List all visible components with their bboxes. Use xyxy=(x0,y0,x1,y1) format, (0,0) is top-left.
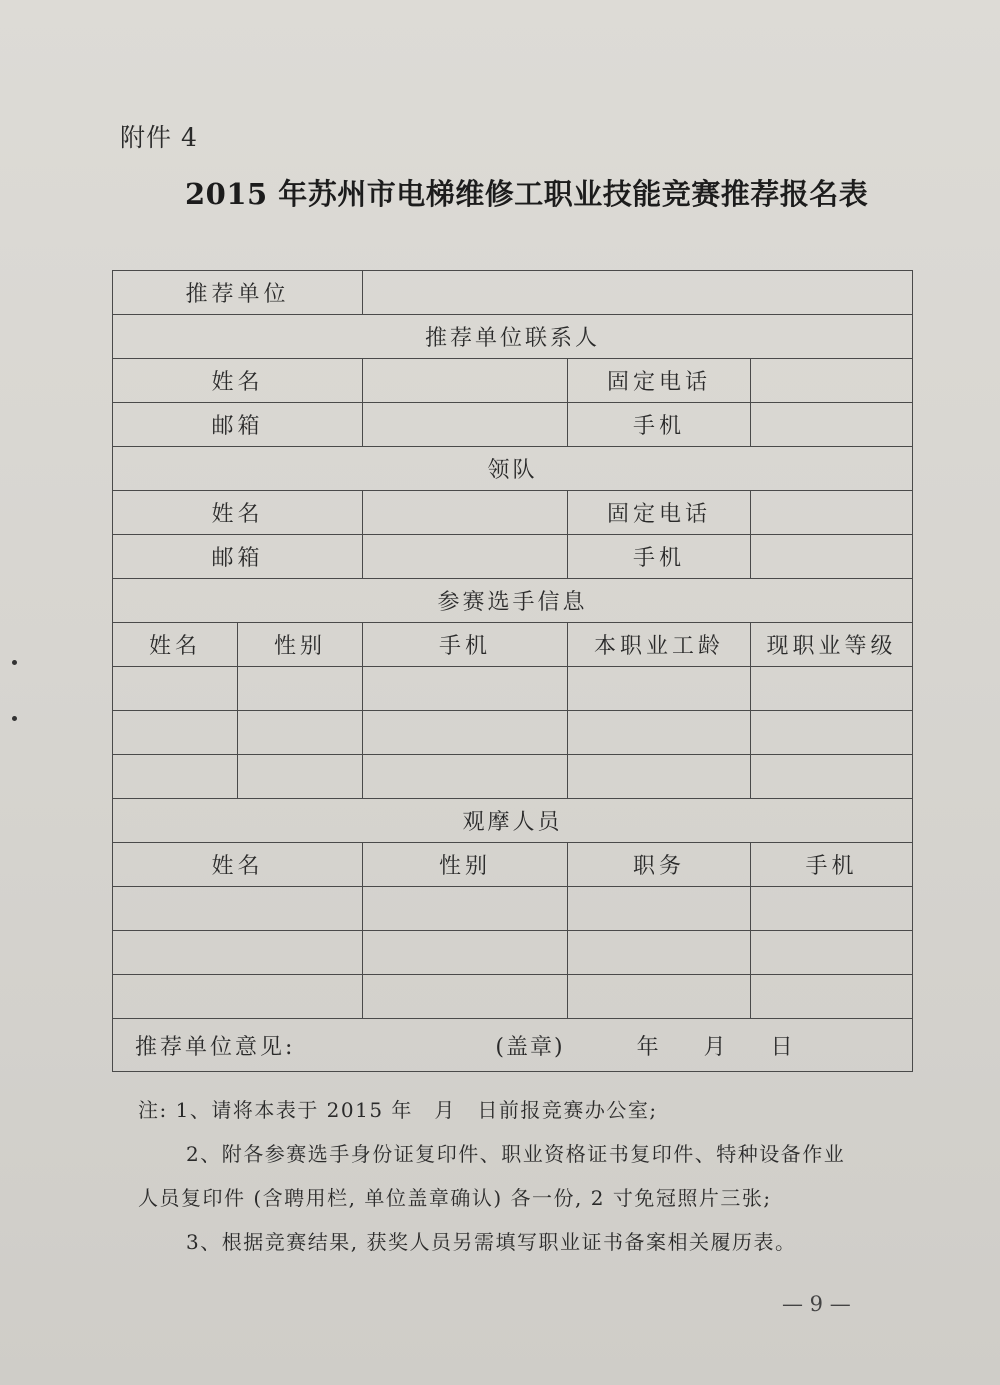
observer-cell[interactable] xyxy=(113,975,363,1019)
binding-hole-mark xyxy=(12,660,17,665)
contestant-row xyxy=(113,755,913,799)
binding-hole-mark xyxy=(12,716,17,721)
recommending-unit-row xyxy=(113,271,913,315)
leader-row-1 xyxy=(113,491,913,535)
leader-landline-label: 固定电话 xyxy=(568,491,751,535)
leader-section-header: 领队 xyxy=(113,447,913,491)
observer-header-row xyxy=(113,843,913,887)
contestant-cell[interactable] xyxy=(568,711,751,755)
observer-cell[interactable] xyxy=(751,931,913,975)
observer-header-name: 姓名 xyxy=(113,843,363,887)
page-number: — 9 — xyxy=(782,1292,851,1316)
observer-cell[interactable] xyxy=(113,887,363,931)
contestant-header-years: 本职业工龄 xyxy=(568,623,751,667)
contestant-header-row xyxy=(113,623,913,667)
contestant-cell[interactable] xyxy=(751,667,913,711)
contact-name-label: 姓名 xyxy=(113,359,363,403)
contact-section-header: 推荐单位联系人 xyxy=(113,315,913,359)
contestant-header-name: 姓名 xyxy=(113,623,238,667)
leader-name-field[interactable] xyxy=(363,491,568,535)
registration-form-table xyxy=(112,270,913,1072)
observer-row xyxy=(113,975,913,1019)
contestant-cell[interactable] xyxy=(751,755,913,799)
date-month: 月 xyxy=(703,1034,726,1060)
opinion-row xyxy=(113,1019,913,1072)
observer-row xyxy=(113,887,913,931)
observer-cell[interactable] xyxy=(568,975,751,1019)
contact-landline-field[interactable] xyxy=(751,359,913,403)
opinion-label: 推荐单位意见: xyxy=(135,1034,296,1060)
seal-label: (盖章) xyxy=(495,1034,565,1060)
leader-email-label: 邮箱 xyxy=(113,535,363,579)
contact-email-label: 邮箱 xyxy=(113,403,363,447)
date-line xyxy=(637,1030,831,1061)
contestant-row xyxy=(113,711,913,755)
recommending-unit-label: 推荐单位 xyxy=(113,271,363,315)
note-line-2: 2、附各参赛选手身份证复印件、职业资格证书复印件、特种设备作业 xyxy=(186,1142,846,1166)
observer-row xyxy=(113,931,913,975)
observer-cell[interactable] xyxy=(568,887,751,931)
opinion-cell[interactable] xyxy=(113,1019,913,1072)
contestant-cell[interactable] xyxy=(238,755,363,799)
contestant-cell[interactable] xyxy=(363,755,568,799)
contestant-cell[interactable] xyxy=(113,711,238,755)
observer-section-header: 观摩人员 xyxy=(113,799,913,843)
attachment-label: 附件 4 xyxy=(120,123,198,152)
observer-cell[interactable] xyxy=(751,887,913,931)
contestant-cell[interactable] xyxy=(568,755,751,799)
contestant-section-header: 参赛选手信息 xyxy=(113,579,913,623)
contestant-cell[interactable] xyxy=(113,667,238,711)
date-year: 年 xyxy=(636,1034,659,1060)
date-day: 日 xyxy=(770,1034,793,1060)
contact-mobile-field[interactable] xyxy=(751,403,913,447)
note-line-3: 人员复印件 (含聘用栏, 单位盖章确认) 各一份, 2 寸免冠照片三张; xyxy=(138,1186,772,1210)
observer-cell[interactable] xyxy=(751,975,913,1019)
contact-row-1 xyxy=(113,359,913,403)
leader-email-field[interactable] xyxy=(363,535,568,579)
observer-cell[interactable] xyxy=(363,931,568,975)
observer-header-mobile: 手机 xyxy=(751,843,913,887)
observer-header-position: 职务 xyxy=(568,843,751,887)
leader-mobile-field[interactable] xyxy=(751,535,913,579)
document-title: 2015 年苏州市电梯维修工职业技能竞赛推荐报名表 xyxy=(185,177,869,211)
observer-cell[interactable] xyxy=(363,975,568,1019)
observer-cell[interactable] xyxy=(568,931,751,975)
observer-cell[interactable] xyxy=(363,887,568,931)
observer-header-gender: 性别 xyxy=(363,843,568,887)
contestant-cell[interactable] xyxy=(568,667,751,711)
contact-landline-label: 固定电话 xyxy=(568,359,751,403)
contact-mobile-label: 手机 xyxy=(568,403,751,447)
contestant-header-gender: 性别 xyxy=(238,623,363,667)
contestant-cell[interactable] xyxy=(363,711,568,755)
contestant-cell[interactable] xyxy=(363,667,568,711)
contestant-header-mobile: 手机 xyxy=(363,623,568,667)
observer-cell[interactable] xyxy=(113,931,363,975)
leader-landline-field[interactable] xyxy=(751,491,913,535)
leader-row-2 xyxy=(113,535,913,579)
contestant-cell[interactable] xyxy=(113,755,238,799)
contestant-row xyxy=(113,667,913,711)
note-line-4: 3、根据竞赛结果, 获奖人员另需填写职业证书备案相关履历表。 xyxy=(186,1230,797,1254)
contact-email-field[interactable] xyxy=(363,403,568,447)
contestant-cell[interactable] xyxy=(751,711,913,755)
contestant-cell[interactable] xyxy=(238,711,363,755)
recommending-unit-field[interactable] xyxy=(363,271,913,315)
leader-name-label: 姓名 xyxy=(113,491,363,535)
contestant-cell[interactable] xyxy=(238,667,363,711)
note-line-1: 注: 1、请将本表于 2015 年 月 日前报竞赛办公室; xyxy=(138,1098,658,1122)
contact-name-field[interactable] xyxy=(363,359,568,403)
notes-block xyxy=(138,1088,928,1264)
contact-row-2 xyxy=(113,403,913,447)
contestant-header-level: 现职业等级 xyxy=(751,623,913,667)
leader-mobile-label: 手机 xyxy=(568,535,751,579)
